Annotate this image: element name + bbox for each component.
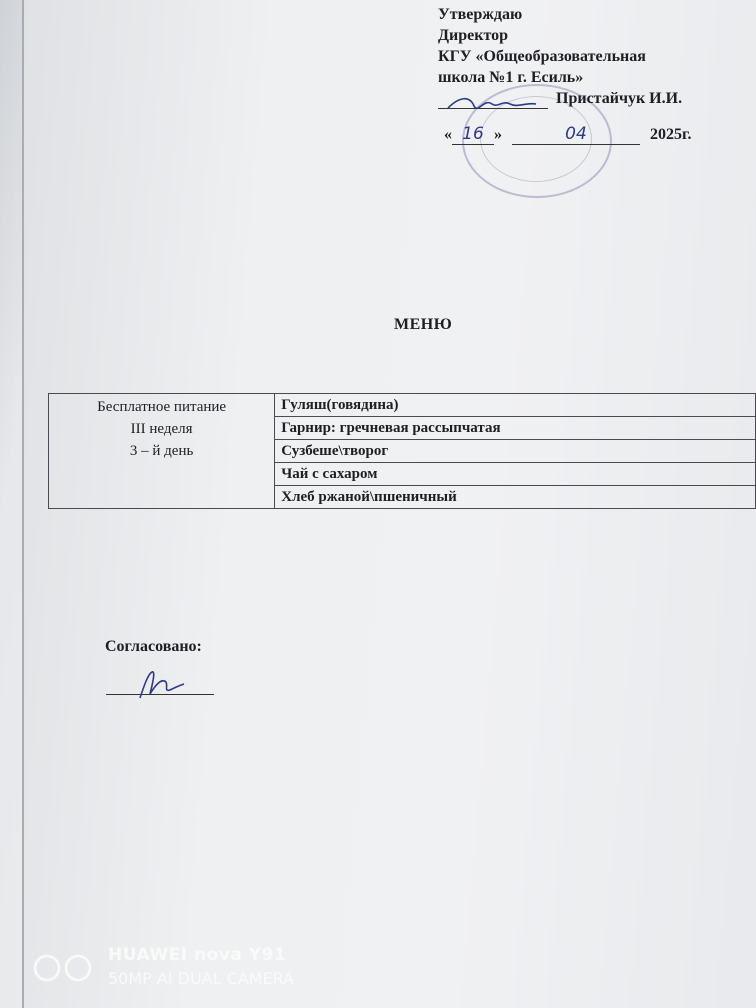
menu-item: Сузбеше\творог [275,440,756,463]
watermark-camera: 50MP AI DUAL CAMERA [108,969,295,988]
agreed-label: Согласовано: [105,638,202,655]
director-name: Пристайчук И.И. [556,90,683,107]
menu-table [48,393,756,509]
director-signature [440,90,540,120]
approval-heading: Утверждаю [438,6,523,23]
approval-position: Директор [438,27,508,44]
menu-item: Гуляш(говядина) [275,394,756,417]
watermark-brand: HUAWEI nova Y91 [108,945,287,965]
camera-rings-icon [32,953,96,983]
date-month: 04 [512,124,640,145]
approval-organization: КГУ «Общеобразовательная [438,48,646,65]
page-title: МЕНЮ [394,316,453,333]
menu-program-type: Бесплатное питание [97,399,227,415]
date-day: 16 [452,124,494,145]
date-quote-close: » [494,126,502,143]
agreed-signature [126,668,186,702]
menu-item: Гарнир: гречневая рассыпчатая [275,417,756,440]
menu-week: III неделя [130,421,193,437]
menu-day: 3 – й день [129,443,194,459]
table-row [49,394,756,417]
menu-item: Чай с сахаром [275,463,756,486]
menu-program-cell [49,394,275,509]
date-year: 2025г. [650,126,692,143]
menu-item: Хлеб ржаной\пшеничный [275,486,756,509]
approval-date [444,124,691,145]
date-quote-open: « [444,126,452,143]
approval-school: школа №1 г. Есиль» [438,69,584,86]
